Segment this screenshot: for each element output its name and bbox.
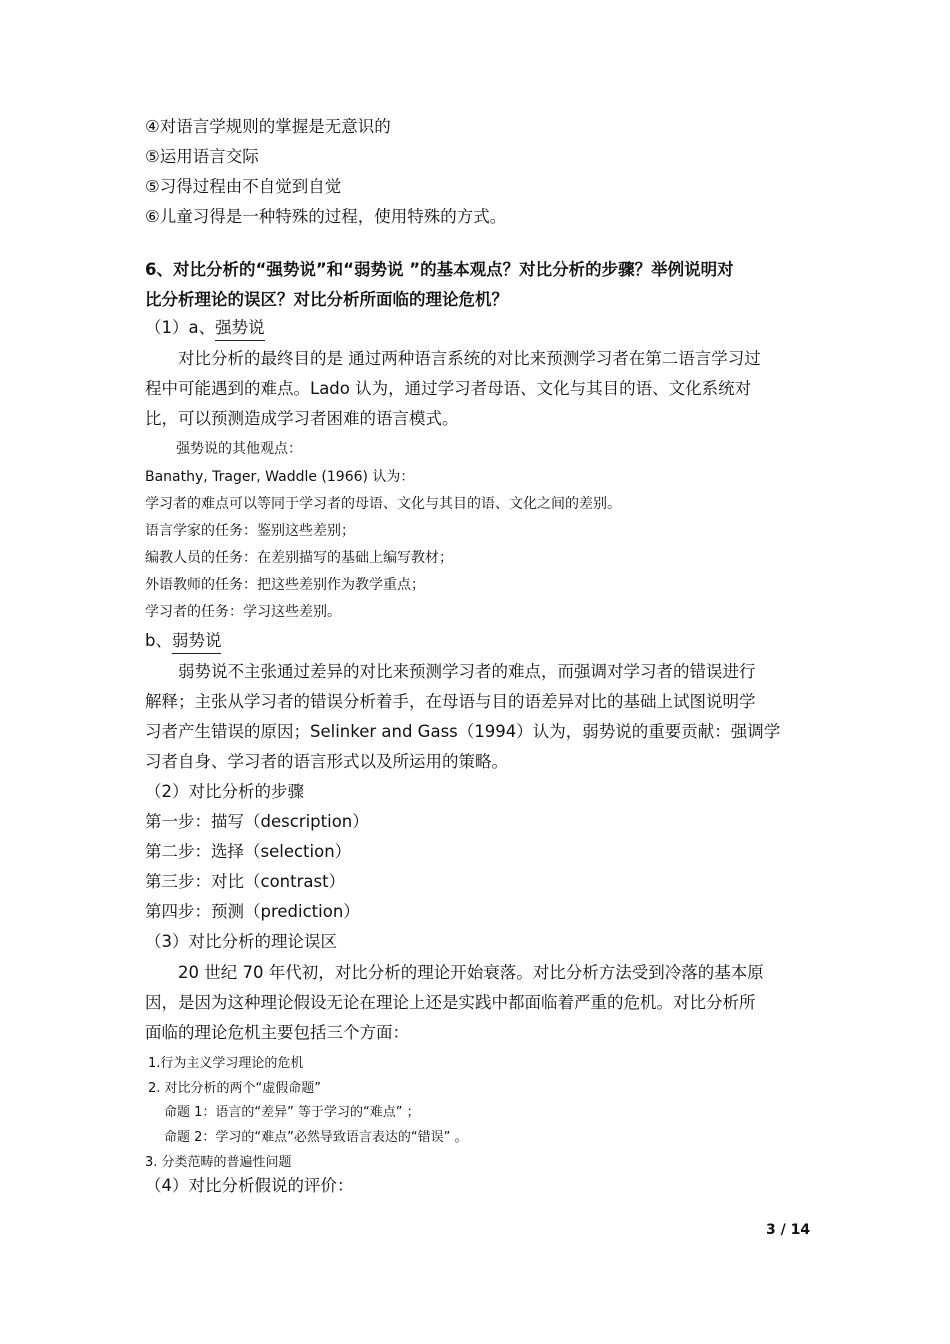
list-item: 1.行为主义学习理论的危机 xyxy=(148,1056,304,1071)
strong-hypothesis-heading xyxy=(145,320,265,341)
weak-hypothesis-title: 弱势说 xyxy=(172,633,222,654)
question-heading-line-1: 6、对比分析的“强势说”和“弱势说 ”的基本观点？对比分析的步骤？举例说明对 xyxy=(145,260,734,279)
list-item: 命题 1：语言的“差异” 等于学习的“难点” ； xyxy=(164,1105,420,1120)
page-separator: / xyxy=(775,1222,791,1238)
paragraph-line: 比，可以预测造成学习者困难的语言模式。 xyxy=(145,409,459,428)
list-item: ⑥儿童习得是一种特殊的过程，使用特殊的方式。 xyxy=(145,207,507,226)
paragraph-line: 弱势说不主张通过差异的对比来预测学习者的难点，而强调对学习者的错误进行 xyxy=(178,662,756,681)
paragraph-line: 程中可能遇到的难点。Lado 认为，通过学习者母语、文化与其目的语、文化系统对 xyxy=(145,379,752,398)
current-page: 3 xyxy=(766,1222,776,1238)
paragraph-line: 习者产生错误的原因；Selinker and Gass（1994）认为，弱势说的重要贡献：强调学 xyxy=(145,722,781,741)
section-heading: （2）对比分析的步骤 xyxy=(145,782,304,801)
section-prefix: b、 xyxy=(145,631,172,650)
list-item: 命题 2：学习的“难点”必然导致语言表达的“错误” 。 xyxy=(164,1130,468,1145)
weak-hypothesis-heading xyxy=(145,633,221,654)
page-number xyxy=(766,1222,810,1238)
list-item: 第四步：预测（prediction） xyxy=(145,902,360,921)
list-item: ④对语言学规则的掌握是无意识的 xyxy=(145,117,391,136)
list-item: 学习者的难点可以等同于学习者的母语、文化与其目的语、文化之间的差别。 xyxy=(145,496,621,512)
total-pages: 14 xyxy=(790,1222,811,1238)
section-heading: （3）对比分析的理论误区 xyxy=(145,932,337,951)
list-item: 第三步：对比（contrast） xyxy=(145,872,346,891)
strong-hypothesis-title: 强势说 xyxy=(215,320,265,341)
list-item: 语言学家的任务：鉴别这些差别； xyxy=(145,523,355,539)
list-item: 第二步：选择（selection） xyxy=(145,842,352,861)
list-item: 第一步：描写（description） xyxy=(145,812,369,831)
list-item: 编教人员的任务：在差别描写的基础上编写教材； xyxy=(145,550,453,566)
section-prefix: （1）a、 xyxy=(145,318,216,337)
paragraph-line: 面临的理论危机主要包括三个方面： xyxy=(145,1023,409,1042)
list-item: ⑤习得过程由不自觉到自觉 xyxy=(145,177,342,196)
list-item: Banathy, Trager, Waddle (1966) 认为： xyxy=(145,469,415,485)
list-item: ⑤运用语言交际 xyxy=(145,147,259,166)
paragraph-line: 对比分析的最终目的是 通过两种语言系统的对比来预测学习者在第二语言学习过 xyxy=(178,349,761,368)
list-item: 3. 分类范畴的普遍性问题 xyxy=(145,1155,292,1170)
paragraph-line: 因，是因为这种理论假设无论在理论上还是实践中都面临着严重的危机。对比分析所 xyxy=(145,993,756,1012)
paragraph-line: 20 世纪 70 年代初，对比分析的理论开始衰落。对比分析方法受到冷落的基本原 xyxy=(178,963,764,982)
paragraph-line: 习者自身、学习者的语言形式以及所运用的策略。 xyxy=(145,752,508,771)
paragraph-line: 解释；主张从学习者的错误分析着手，在母语与目的语差异对比的基础上试图说明学 xyxy=(145,692,756,711)
list-item: 2. 对比分析的两个“虚假命题” xyxy=(148,1081,322,1096)
section-heading: （4）对比分析假说的评价： xyxy=(145,1176,354,1195)
list-item: 外语教师的任务：把这些差别作为教学重点； xyxy=(145,577,425,593)
question-heading-line-2: 比分析理论的误区？对比分析所面临的理论危机？ xyxy=(145,290,508,309)
subheading: 强势说的其他观点： xyxy=(176,441,302,457)
list-item: 学习者的任务：学习这些差别。 xyxy=(145,604,341,620)
